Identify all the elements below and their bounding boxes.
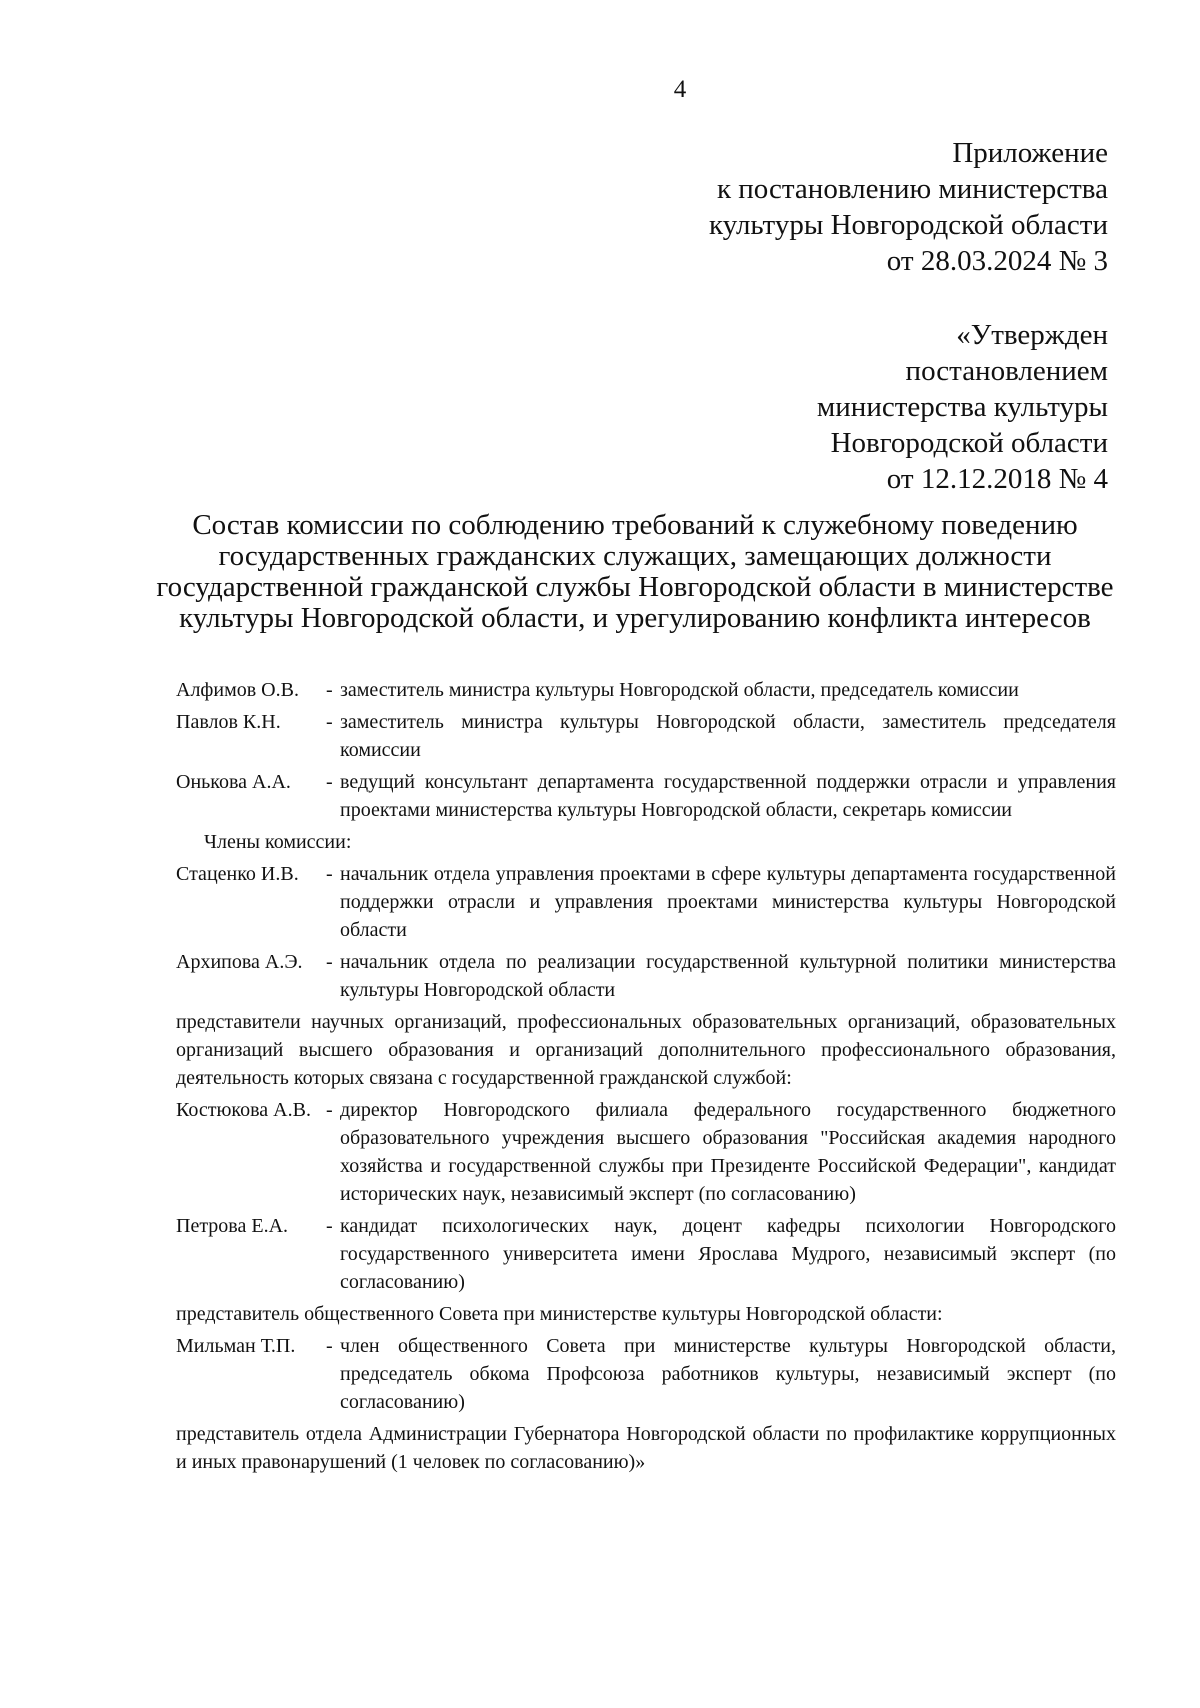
approved-line: от 12.12.2018 № 4 <box>886 463 1108 495</box>
member-dash: - <box>326 1335 333 1357</box>
member-description: ведущий консультант департамента государственной поддержки отрасли и управления проектами министерства культуры Новгородской области, секретарь комиссии <box>340 771 1116 821</box>
page-number: 4 <box>673 76 687 103</box>
member-dash: - <box>326 771 333 793</box>
member-entry <box>176 1332 1116 1416</box>
member-dash: - <box>326 863 333 885</box>
member-dash: - <box>326 679 333 701</box>
member-description: заместитель министра культуры Новгородской области, заместитель председателя комиссии <box>340 711 1116 761</box>
admin-representative-paragraph: представитель отдела Администрации Губернатора Новгородской области по профилактике коррупционных и иных правонарушений (1 человек по согласованию)» <box>176 1423 1116 1473</box>
member-description: начальник отдела управления проектами в сфере культуры департамента государственной поддержки отрасли и управления проектами министерства культуры Новгородской области <box>340 863 1116 941</box>
member-entry <box>176 1212 1116 1296</box>
member-name: Мильман Т.П. <box>176 1335 296 1357</box>
member-name: Алфимов О.В. <box>176 679 299 701</box>
approved-line: министерства культуры <box>816 391 1108 423</box>
member-description: кандидат психологических наук, доцент кафедры психологии Новгородского государственного университета имени Ярослава Мудрого, независимый эксперт (по согласованию) <box>340 1215 1116 1293</box>
member-entry <box>176 676 1116 704</box>
member-description: директор Новгородского филиала федерального государственного бюджетного образовательного учреждения высшего образования "Российская академия народного хозяйства и государственной службы при Президенте Российской Федерации", кандидат исторических наук, независимый эксперт (по согласованию) <box>340 1099 1116 1205</box>
appendix-line: от 28.03.2024 № 3 <box>886 245 1108 277</box>
appendix-block <box>709 135 1108 279</box>
member-name: Онькова А.А. <box>176 771 291 793</box>
approved-line: Новгородской области <box>830 427 1108 459</box>
member-description: член общественного Совета при министерстве культуры Новгородской области, председатель обкома Профсоюза работников культуры, независимый эксперт (по согласованию) <box>340 1335 1116 1413</box>
member-dash: - <box>326 1215 333 1237</box>
title-line: культуры Новгородской области, и урегулированию конфликта интересов <box>179 602 1091 634</box>
approved-block <box>817 317 1108 497</box>
approved-line: постановлением <box>905 355 1108 387</box>
member-name: Павлов К.Н. <box>176 711 281 733</box>
title-line: государственной гражданской службы Новгородской области в министерстве <box>156 571 1114 603</box>
members-heading: Члены комиссии: <box>204 831 352 853</box>
member-name: Петрова Е.А. <box>176 1215 289 1237</box>
member-entry <box>176 1096 1116 1208</box>
member-description: заместитель министра культуры Новгородской области, председатель комиссии <box>340 679 1019 701</box>
member-name: Стаценко И.В. <box>176 863 299 885</box>
science-representatives-paragraph: представители научных организаций, профессиональных образовательных организаций, образовательных организаций высшего образования и организаций дополнительного профессионального образования, деятельность которых связана с государственной гражданской службой: <box>176 1011 1116 1089</box>
document-title <box>140 510 1130 634</box>
member-name: Костюкова А.В. <box>176 1099 311 1121</box>
title-line: Состав комиссии по соблюдению требований к служебному поведению <box>192 509 1078 541</box>
member-entry <box>176 708 1116 764</box>
member-dash: - <box>326 951 333 973</box>
commission-list <box>176 676 1116 1480</box>
council-representative-paragraph: представитель общественного Совета при министерстве культуры Новгородской области: <box>176 1303 943 1325</box>
approved-line: «Утвержден <box>956 319 1108 351</box>
appendix-line: Приложение <box>952 137 1108 169</box>
member-entry <box>176 768 1116 824</box>
member-entry <box>176 948 1116 1004</box>
member-entry <box>176 860 1116 944</box>
appendix-line: культуры Новгородской области <box>709 209 1108 241</box>
appendix-line: к постановлению министерства <box>716 173 1108 205</box>
member-description: начальник отдела по реализации государственной культурной политики министерства культуры Новгородской области <box>340 951 1116 1001</box>
member-name: Архипова А.Э. <box>176 951 303 973</box>
member-dash: - <box>326 711 333 733</box>
title-line: государственных гражданских служащих, замещающих должности <box>218 540 1052 572</box>
member-dash: - <box>326 1099 333 1121</box>
